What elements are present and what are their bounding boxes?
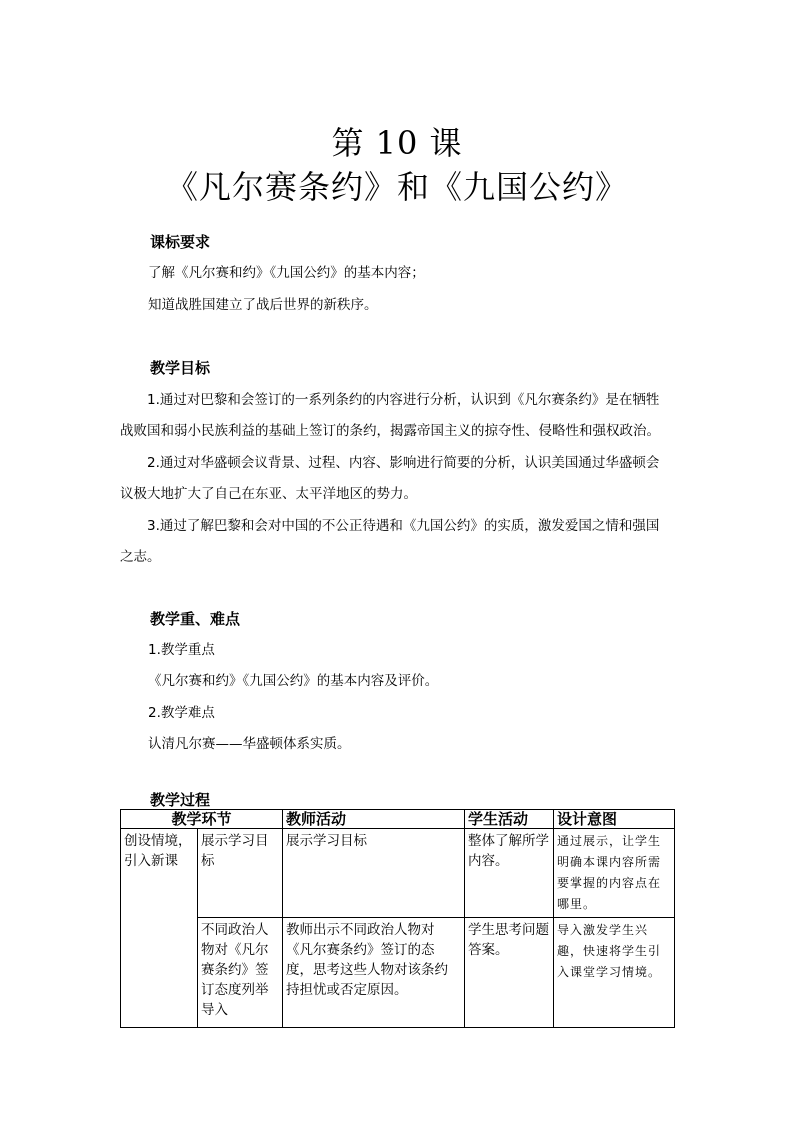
column-header-intent: 设计意图 bbox=[554, 810, 675, 829]
teacher-activity-cell: 教师出示不同政治人物对《凡尔赛条约》签订的态度，思考这些人物对该条约持担忧或否定原因。 bbox=[283, 918, 465, 1028]
student-activity-cell: 学生思考问题答案。 bbox=[465, 918, 554, 1028]
objectives-heading: 教学目标 bbox=[150, 359, 211, 377]
objective-line: 议极大地扩大了自己在东亚、太平洋地区的势力。 bbox=[120, 486, 417, 502]
teacher-activity-cell: 展示学习目标 bbox=[283, 829, 465, 918]
objective-line: 3.通过了解巴黎和会对中国的不公正待遇和《九国公约》的实质，激发爱国之情和强国 bbox=[147, 518, 660, 534]
key-points-heading: 教学重、难点 bbox=[150, 610, 241, 628]
column-header-student: 学生活动 bbox=[465, 810, 554, 829]
curriculum-item: 知道战胜国建立了战后世界的新秩序。 bbox=[148, 297, 378, 313]
table-header-row bbox=[121, 810, 675, 829]
step-cell: 展示学习目标 bbox=[198, 829, 283, 918]
lesson-title: 《凡尔赛条约》和《九国公约》 bbox=[165, 168, 628, 206]
table-row bbox=[121, 829, 675, 918]
student-activity-cell: 整体了解所学内容。 bbox=[465, 829, 554, 918]
objective-line: 1.通过对巴黎和会签订的一系列条约的内容进行分析，认识到《凡尔赛条约》是在牺牲 bbox=[147, 392, 660, 408]
curriculum-heading: 课标要求 bbox=[150, 233, 211, 251]
column-header-stage: 教学环节 bbox=[121, 810, 283, 829]
step-cell: 不同政治人物对《凡尔赛条约》签订态度列举导入 bbox=[198, 918, 283, 1028]
objective-line: 战败国和弱小民族利益的基础上签订的条约，揭露帝国主义的掠夺性、侵略性和强权政治。 bbox=[120, 423, 660, 439]
focus-text: 《凡尔赛和约》《九国公约》的基本内容及评价。 bbox=[148, 673, 439, 689]
table-row bbox=[121, 918, 675, 1028]
objective-line: 之志。 bbox=[120, 549, 161, 565]
lesson-number-title: 第 10 课 bbox=[331, 124, 463, 162]
difficulty-text: 认清凡尔赛——华盛顿体系实质。 bbox=[148, 736, 351, 752]
difficulty-label: 2.教学难点 bbox=[148, 705, 215, 721]
design-intent-cell: 通过展示，让学生明确本课内容所需要掌握的内容点在哪里。 bbox=[554, 829, 675, 918]
objective-line: 2.通过对华盛顿会议背景、过程、内容、影响进行简要的分析，认识美国通过华盛顿会 bbox=[147, 455, 660, 471]
curriculum-item: 了解《凡尔赛和约》《九国公约》的基本内容； bbox=[148, 265, 425, 281]
process-heading: 教学过程 bbox=[150, 791, 211, 809]
focus-label: 1.教学重点 bbox=[148, 642, 215, 658]
teaching-process-table bbox=[120, 809, 675, 1028]
stage-cell: 创设情境，引入新课 bbox=[121, 829, 198, 1028]
design-intent-cell: 导入激发学生兴趣，快速将学生引入课堂学习情境。 bbox=[554, 918, 675, 1028]
column-header-teacher: 教师活动 bbox=[283, 810, 465, 829]
